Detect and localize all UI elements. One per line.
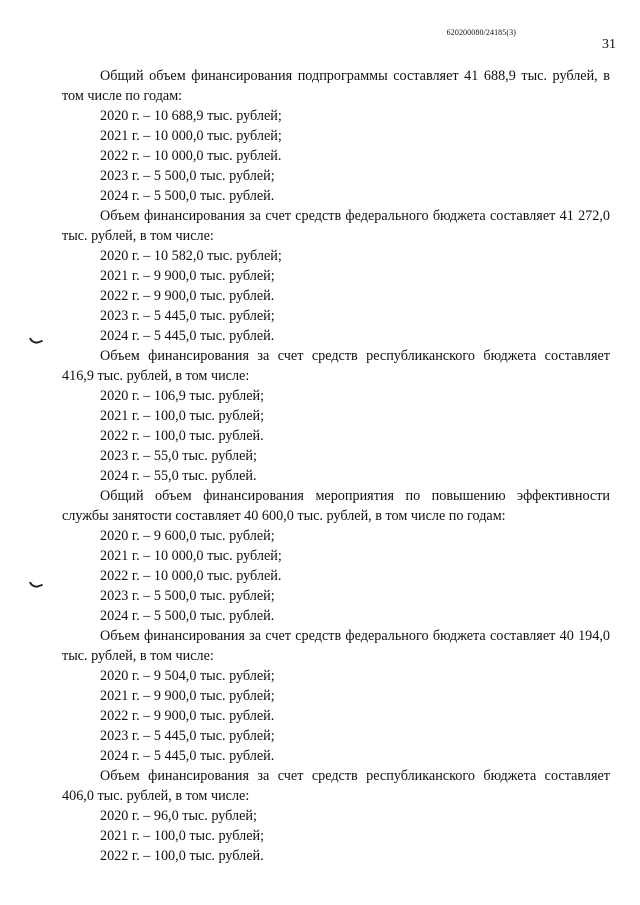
list-item: 2020 г. – 10 582,0 тыс. рублей;: [100, 248, 282, 264]
list-item: 2021 г. – 100,0 тыс. рублей;: [100, 408, 265, 424]
paragraph: Объем финансирования за счет средств республиканского бюджета составляет 416,9 тыс. рублей, в том числе:: [62, 348, 610, 384]
list-item: 2023 г. – 5 500,0 тыс. рублей;: [100, 588, 275, 604]
list-item: 2022 г. – 100,0 тыс. рублей.: [100, 428, 264, 444]
list-item: 2020 г. – 96,0 тыс. рублей;: [100, 808, 257, 824]
page-number: 31: [602, 37, 616, 52]
list-item: 2023 г. – 5 445,0 тыс. рублей;: [100, 308, 275, 324]
list-item: 2024 г. – 5 445,0 тыс. рублей.: [100, 328, 275, 344]
paragraph: Общий объем финансирования подпрограммы составляет 41 688,9 тыс. рублей, в том числе по годам:: [62, 68, 610, 104]
scan-mark: [29, 578, 43, 590]
list-item: 2020 г. – 106,9 тыс. рублей;: [100, 388, 265, 404]
list-item: 2021 г. – 9 900,0 тыс. рублей;: [100, 268, 275, 284]
list-item: 2023 г. – 5 445,0 тыс. рублей;: [100, 728, 275, 744]
list-item: 2021 г. – 100,0 тыс. рублей;: [100, 828, 265, 844]
document-body: [62, 66, 610, 866]
list-item: 2021 г. – 10 000,0 тыс. рублей;: [100, 128, 282, 144]
list-item: 2022 г. – 9 900,0 тыс. рублей.: [100, 708, 275, 724]
list-item: 2020 г. – 9 504,0 тыс. рублей;: [100, 668, 275, 684]
list-item: 2024 г. – 55,0 тыс. рублей.: [100, 468, 257, 484]
document-id: 620200080/24185(3): [446, 28, 516, 37]
paragraph: Объем финансирования за счет средств федерального бюджета составляет 41 272,0 тыс. рублей, в том числе:: [62, 208, 610, 244]
list-item: 2022 г. – 10 000,0 тыс. рублей.: [100, 148, 282, 164]
list-item: 2024 г. – 5 500,0 тыс. рублей.: [100, 608, 275, 624]
paragraph: Объем финансирования за счет средств республиканского бюджета составляет 406,0 тыс. рублей, в том числе:: [62, 768, 610, 804]
list-item: 2024 г. – 5 445,0 тыс. рублей.: [100, 748, 275, 764]
list-item: 2024 г. – 5 500,0 тыс. рублей.: [100, 188, 275, 204]
paragraph: Объем финансирования за счет средств федерального бюджета составляет 40 194,0 тыс. рублей, в том числе:: [62, 628, 610, 664]
list-item: 2023 г. – 5 500,0 тыс. рублей;: [100, 168, 275, 184]
scan-mark: [29, 334, 43, 346]
list-item: 2022 г. – 9 900,0 тыс. рублей.: [100, 288, 275, 304]
list-item: 2020 г. – 9 600,0 тыс. рублей;: [100, 528, 275, 544]
list-item: 2021 г. – 10 000,0 тыс. рублей;: [100, 548, 282, 564]
list-item: 2020 г. – 10 688,9 тыс. рублей;: [100, 108, 282, 124]
list-item: 2022 г. – 10 000,0 тыс. рублей.: [100, 568, 282, 584]
list-item: 2022 г. – 100,0 тыс. рублей.: [100, 848, 264, 864]
list-item: 2023 г. – 55,0 тыс. рублей;: [100, 448, 257, 464]
list-item: 2021 г. – 9 900,0 тыс. рублей;: [100, 688, 275, 704]
paragraph: Общий объем финансирования мероприятия по повышению эффективности службы занятости составляет 40 600,0 тыс. рублей, в том числе по годам:: [62, 488, 610, 524]
